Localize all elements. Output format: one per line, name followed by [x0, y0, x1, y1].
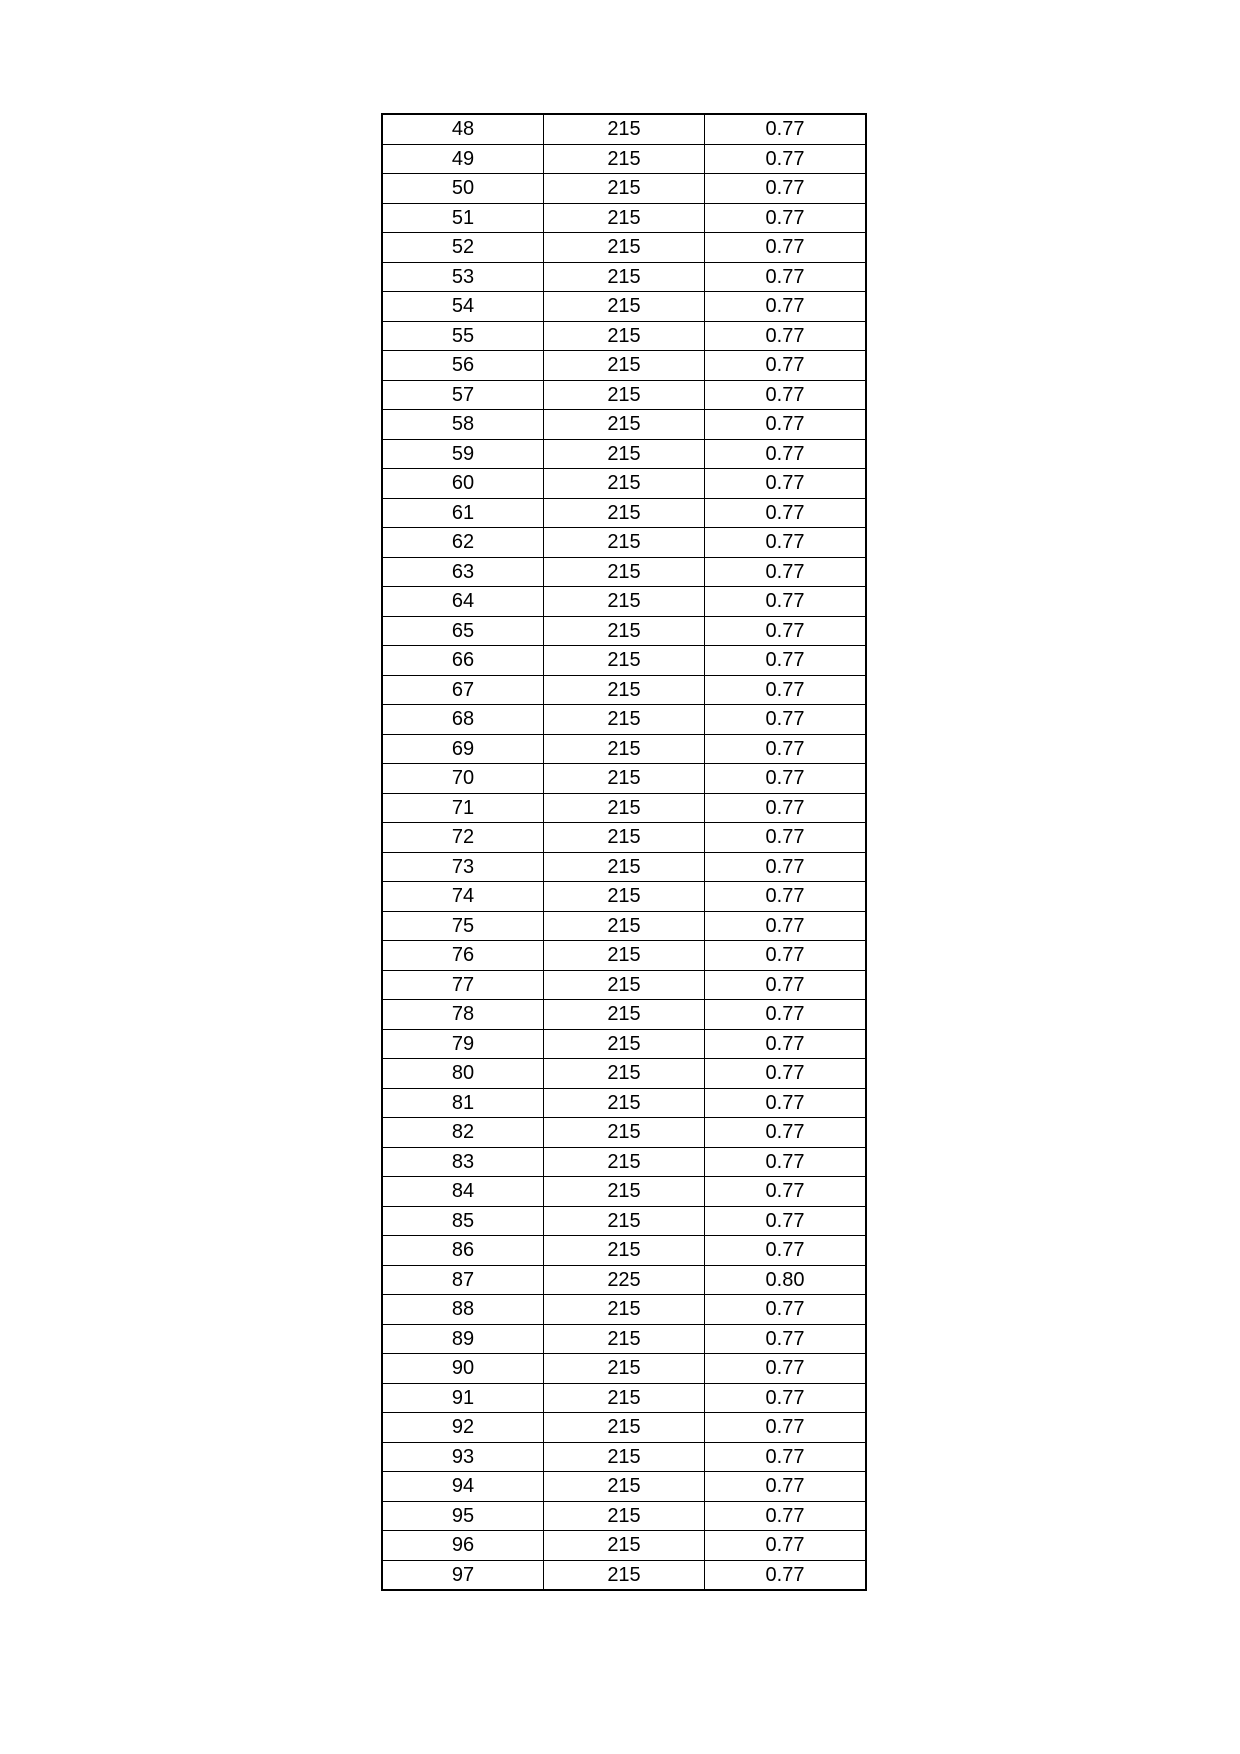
table-row: [382, 675, 866, 705]
ratio-cell: 0.77: [705, 941, 867, 971]
table-row: [382, 1000, 866, 1030]
ratio-cell: 0.77: [705, 1472, 867, 1502]
row-number-cell: 88: [382, 1295, 544, 1325]
table-row: [382, 764, 866, 794]
ratio-cell: 0.77: [705, 1236, 867, 1266]
table-row: [382, 1088, 866, 1118]
ratio-cell: 0.77: [705, 1324, 867, 1354]
data-table: [381, 113, 867, 1591]
value-cell: 215: [544, 351, 705, 381]
ratio-cell: 0.77: [705, 292, 867, 322]
value-cell: 215: [544, 1000, 705, 1030]
row-number-cell: 66: [382, 646, 544, 676]
row-number-cell: 59: [382, 439, 544, 469]
row-number-cell: 92: [382, 1413, 544, 1443]
table-row: [382, 941, 866, 971]
table-row: [382, 823, 866, 853]
ratio-cell: 0.77: [705, 528, 867, 558]
ratio-cell: 0.77: [705, 1383, 867, 1413]
ratio-cell: 0.77: [705, 203, 867, 233]
ratio-cell: 0.77: [705, 734, 867, 764]
ratio-cell: 0.77: [705, 1029, 867, 1059]
table-row: [382, 174, 866, 204]
table-row: [382, 587, 866, 617]
ratio-cell: 0.80: [705, 1265, 867, 1295]
table-row: [382, 528, 866, 558]
table-row: [382, 203, 866, 233]
row-number-cell: 68: [382, 705, 544, 735]
table-row: [382, 114, 866, 144]
table-row: [382, 321, 866, 351]
ratio-cell: 0.77: [705, 1413, 867, 1443]
row-number-cell: 53: [382, 262, 544, 292]
ratio-cell: 0.77: [705, 1059, 867, 1089]
ratio-cell: 0.77: [705, 557, 867, 587]
ratio-cell: 0.77: [705, 1147, 867, 1177]
row-number-cell: 79: [382, 1029, 544, 1059]
row-number-cell: 54: [382, 292, 544, 322]
ratio-cell: 0.77: [705, 233, 867, 263]
table-row: [382, 882, 866, 912]
row-number-cell: 91: [382, 1383, 544, 1413]
table-row: [382, 1029, 866, 1059]
table-row: [382, 262, 866, 292]
value-cell: 215: [544, 970, 705, 1000]
value-cell: 215: [544, 1147, 705, 1177]
value-cell: 215: [544, 705, 705, 735]
value-cell: 215: [544, 1029, 705, 1059]
table-row: [382, 646, 866, 676]
value-cell: 215: [544, 469, 705, 499]
row-number-cell: 70: [382, 764, 544, 794]
row-number-cell: 77: [382, 970, 544, 1000]
value-cell: 215: [544, 675, 705, 705]
row-number-cell: 80: [382, 1059, 544, 1089]
value-cell: 215: [544, 262, 705, 292]
table-row: [382, 498, 866, 528]
row-number-cell: 60: [382, 469, 544, 499]
value-cell: 215: [544, 557, 705, 587]
table-row: [382, 1324, 866, 1354]
value-cell: 215: [544, 1442, 705, 1472]
row-number-cell: 69: [382, 734, 544, 764]
table-row: [382, 1442, 866, 1472]
row-number-cell: 85: [382, 1206, 544, 1236]
ratio-cell: 0.77: [705, 1442, 867, 1472]
ratio-cell: 0.77: [705, 1000, 867, 1030]
row-number-cell: 75: [382, 911, 544, 941]
ratio-cell: 0.77: [705, 410, 867, 440]
table-row: [382, 616, 866, 646]
value-cell: 215: [544, 203, 705, 233]
table-body: [382, 114, 866, 1590]
value-cell: 215: [544, 1560, 705, 1590]
table-row: [382, 1501, 866, 1531]
ratio-cell: 0.77: [705, 705, 867, 735]
ratio-cell: 0.77: [705, 1088, 867, 1118]
row-number-cell: 93: [382, 1442, 544, 1472]
table-row: [382, 1059, 866, 1089]
ratio-cell: 0.77: [705, 1560, 867, 1590]
value-cell: 215: [544, 1059, 705, 1089]
value-cell: 215: [544, 1472, 705, 1502]
table-row: [382, 351, 866, 381]
row-number-cell: 65: [382, 616, 544, 646]
value-cell: 215: [544, 1206, 705, 1236]
row-number-cell: 64: [382, 587, 544, 617]
table-row: [382, 1472, 866, 1502]
row-number-cell: 56: [382, 351, 544, 381]
ratio-cell: 0.77: [705, 144, 867, 174]
row-number-cell: 94: [382, 1472, 544, 1502]
row-number-cell: 61: [382, 498, 544, 528]
ratio-cell: 0.77: [705, 646, 867, 676]
table-row: [382, 439, 866, 469]
value-cell: 215: [544, 528, 705, 558]
table-row: [382, 1560, 866, 1590]
row-number-cell: 50: [382, 174, 544, 204]
ratio-cell: 0.77: [705, 911, 867, 941]
ratio-cell: 0.77: [705, 114, 867, 144]
row-number-cell: 48: [382, 114, 544, 144]
ratio-cell: 0.77: [705, 1295, 867, 1325]
row-number-cell: 89: [382, 1324, 544, 1354]
ratio-cell: 0.77: [705, 498, 867, 528]
value-cell: 215: [544, 439, 705, 469]
value-cell: 215: [544, 1531, 705, 1561]
ratio-cell: 0.77: [705, 439, 867, 469]
value-cell: 215: [544, 823, 705, 853]
ratio-cell: 0.77: [705, 1177, 867, 1207]
ratio-cell: 0.77: [705, 970, 867, 1000]
value-cell: 215: [544, 1383, 705, 1413]
ratio-cell: 0.77: [705, 587, 867, 617]
table-row: [382, 852, 866, 882]
value-cell: 215: [544, 616, 705, 646]
value-cell: 215: [544, 734, 705, 764]
row-number-cell: 95: [382, 1501, 544, 1531]
ratio-cell: 0.77: [705, 1501, 867, 1531]
row-number-cell: 51: [382, 203, 544, 233]
ratio-cell: 0.77: [705, 351, 867, 381]
row-number-cell: 90: [382, 1354, 544, 1384]
row-number-cell: 62: [382, 528, 544, 558]
table-row: [382, 144, 866, 174]
value-cell: 215: [544, 646, 705, 676]
ratio-cell: 0.77: [705, 616, 867, 646]
value-cell: 215: [544, 764, 705, 794]
value-cell: 215: [544, 410, 705, 440]
table-row: [382, 1147, 866, 1177]
ratio-cell: 0.77: [705, 882, 867, 912]
row-number-cell: 49: [382, 144, 544, 174]
row-number-cell: 97: [382, 1560, 544, 1590]
row-number-cell: 71: [382, 793, 544, 823]
table-row: [382, 1177, 866, 1207]
value-cell: 215: [544, 911, 705, 941]
ratio-cell: 0.77: [705, 469, 867, 499]
table-row: [382, 970, 866, 1000]
value-cell: 225: [544, 1265, 705, 1295]
ratio-cell: 0.77: [705, 764, 867, 794]
table-row: [382, 380, 866, 410]
value-cell: 215: [544, 380, 705, 410]
table-row: [382, 734, 866, 764]
ratio-cell: 0.77: [705, 1354, 867, 1384]
row-number-cell: 81: [382, 1088, 544, 1118]
table-row: [382, 292, 866, 322]
table-row: [382, 1354, 866, 1384]
value-cell: 215: [544, 1324, 705, 1354]
value-cell: 215: [544, 498, 705, 528]
value-cell: 215: [544, 1501, 705, 1531]
ratio-cell: 0.77: [705, 262, 867, 292]
ratio-cell: 0.77: [705, 852, 867, 882]
value-cell: 215: [544, 292, 705, 322]
table-row: [382, 1531, 866, 1561]
value-cell: 215: [544, 1413, 705, 1443]
value-cell: 215: [544, 587, 705, 617]
value-cell: 215: [544, 1177, 705, 1207]
row-number-cell: 58: [382, 410, 544, 440]
table-row: [382, 1383, 866, 1413]
table-row: [382, 793, 866, 823]
ratio-cell: 0.77: [705, 675, 867, 705]
table-row: [382, 469, 866, 499]
table-row: [382, 557, 866, 587]
value-cell: 215: [544, 233, 705, 263]
ratio-cell: 0.77: [705, 380, 867, 410]
ratio-cell: 0.77: [705, 1206, 867, 1236]
table-row: [382, 911, 866, 941]
table-row: [382, 233, 866, 263]
row-number-cell: 74: [382, 882, 544, 912]
ratio-cell: 0.77: [705, 793, 867, 823]
row-number-cell: 84: [382, 1177, 544, 1207]
ratio-cell: 0.77: [705, 1118, 867, 1148]
row-number-cell: 82: [382, 1118, 544, 1148]
row-number-cell: 86: [382, 1236, 544, 1266]
value-cell: 215: [544, 1295, 705, 1325]
row-number-cell: 72: [382, 823, 544, 853]
table-row: [382, 1265, 866, 1295]
table-row: [382, 1206, 866, 1236]
row-number-cell: 57: [382, 380, 544, 410]
value-cell: 215: [544, 882, 705, 912]
table-row: [382, 1118, 866, 1148]
value-cell: 215: [544, 144, 705, 174]
value-cell: 215: [544, 1354, 705, 1384]
value-cell: 215: [544, 174, 705, 204]
value-cell: 215: [544, 793, 705, 823]
table-row: [382, 410, 866, 440]
value-cell: 215: [544, 1088, 705, 1118]
value-cell: 215: [544, 114, 705, 144]
ratio-cell: 0.77: [705, 1531, 867, 1561]
ratio-cell: 0.77: [705, 823, 867, 853]
table-row: [382, 1295, 866, 1325]
row-number-cell: 73: [382, 852, 544, 882]
row-number-cell: 87: [382, 1265, 544, 1295]
value-cell: 215: [544, 941, 705, 971]
value-cell: 215: [544, 1236, 705, 1266]
row-number-cell: 76: [382, 941, 544, 971]
row-number-cell: 63: [382, 557, 544, 587]
ratio-cell: 0.77: [705, 174, 867, 204]
table-row: [382, 705, 866, 735]
row-number-cell: 67: [382, 675, 544, 705]
value-cell: 215: [544, 321, 705, 351]
ratio-cell: 0.77: [705, 321, 867, 351]
value-cell: 215: [544, 852, 705, 882]
value-cell: 215: [544, 1118, 705, 1148]
row-number-cell: 96: [382, 1531, 544, 1561]
row-number-cell: 55: [382, 321, 544, 351]
table-row: [382, 1236, 866, 1266]
row-number-cell: 78: [382, 1000, 544, 1030]
table-row: [382, 1413, 866, 1443]
row-number-cell: 83: [382, 1147, 544, 1177]
row-number-cell: 52: [382, 233, 544, 263]
